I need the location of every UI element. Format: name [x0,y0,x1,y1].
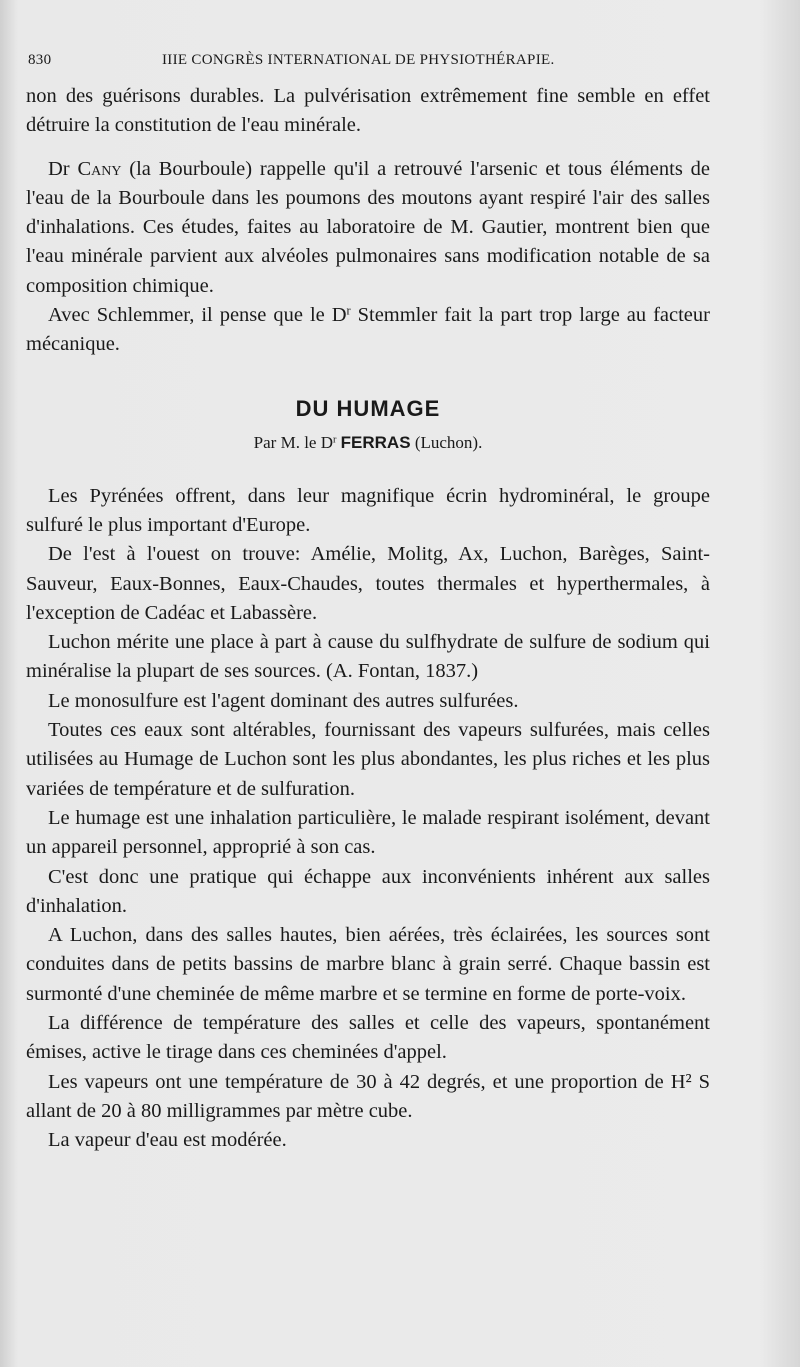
article-paragraph: La différence de température des salles et celle des vapeurs, spontanément émises, active le tirage dans ces cheminées d'appel. [26,1012,710,1064]
article-paragraph: Le monosulfure est l'agent dominant des autres sulfurées. [48,689,519,712]
article-title: DU HUMAGE [295,395,441,421]
article-paragraph: La vapeur d'eau est modérée. [48,1129,287,1152]
running-header [28,52,708,76]
running-title: IIIE CONGRÈS INTERNATIONAL DE PHYSIOTHÉRAPIE. [162,52,555,68]
author-name: FERRAS [340,432,411,452]
doctor-title: Dr [48,157,70,180]
discussion-paragraph-2-text: (la Bourboule) rappelle qu'il a retrouvé l'arsenic et tous éléments de l'eau de la Bourboule dans les poumons des moutons ayant respiré l'air des salles d'inhalations. Ces études, faites au laboratoire de M. Gautier, montrent bien que l'eau minérale parvient aux alvéoles pulmonaires sans modification notable de sa composition chimique. [26,157,710,297]
discussion-paragraph-1: non des guérisons durables. La pulvérisation extrêmement fine semble en effet détruire la constitution de l'eau minérale. [26,85,710,137]
page-number: 830 [28,52,52,68]
article-paragraph: C'est donc une pratique qui échappe aux inconvénients inhérent aux salles d'inhalation. [26,865,710,917]
article-paragraph: A Luchon, dans des salles hautes, bien aérées, très éclairées, les sources sont conduites dans de petits bassins de marbre blanc à grain serré. Chaque bassin est surmonté d'une cheminée de même marbre et se termine en forme de porte-voix. [26,924,710,1005]
article-paragraph: Le humage est une inhalation particulière, le malade respirant isolément, devant un appareil personnel, approprié à son cas. [26,806,710,859]
discussion-paragraph-3: Avec Schlemmer, il pense que le $D^r$ Stemmler fait la part trop large au facteur mécanique. [26,303,710,356]
article-paragraph: Les Pyrénées offrent, dans leur magnifique écrin hydrominéral, le groupe sulfuré le plus important d'Europe. [26,484,710,536]
article-paragraph: Luchon mérite une place à part à cause du sulfhydrate de sulfure de sodium qui minéralise la plupart de ses sources. (A. Fontan, 1837.) [26,631,710,683]
page-body [26,82,710,1156]
article-byline: Par M. le $D^r$ FERRAS (Luchon). [253,432,483,452]
speaker-name: Cany [77,157,122,180]
article-paragraph: Les vapeurs ont une température de 30 à 42 degrés, et une proportion de H² S allant de 20 à 80 milligrammes par mètre cube. [26,1070,710,1122]
article-paragraph: Toutes ces eaux sont altérables, fournissant des vapeurs sulfurées, mais celles utilisées au Humage de Luchon sont les plus abondantes, les plus riches et les plus variées de température et de sulfuration. [26,719,710,800]
discussion-paragraph-2 [26,155,710,301]
article-paragraph: De l'est à l'ouest on trouve: Amélie, Molitg, Ax, Luchon, Barèges, Saint-Sauveur, Eaux-Bonnes, Eaux-Chaudes, toutes thermales et hyperthermales, à l'exception de Cadéac et Labassère. [26,543,710,624]
